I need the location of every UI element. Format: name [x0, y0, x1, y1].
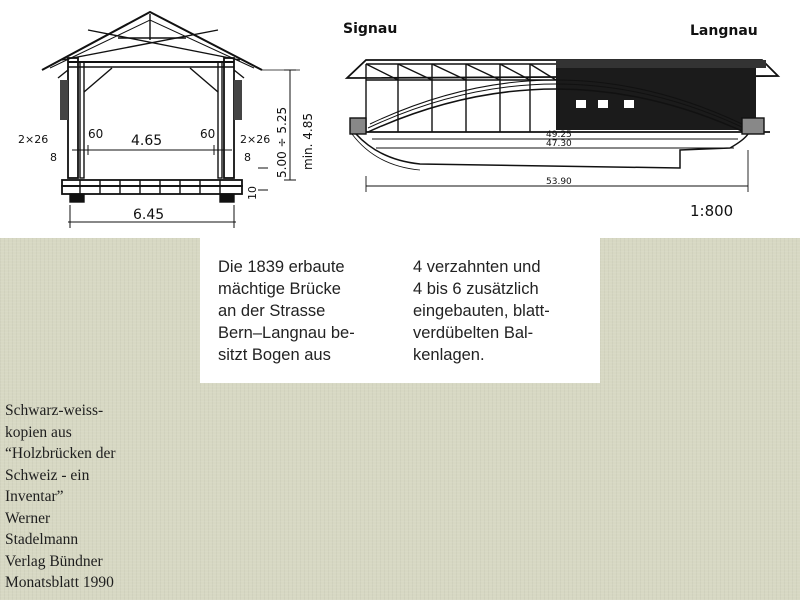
dim-right-8: 8: [244, 151, 251, 164]
source-line: Werner: [5, 509, 51, 527]
source-line: Schweiz - ein: [5, 466, 90, 484]
source-line: Verlag Bündner: [5, 552, 103, 570]
dim-right-beam: 2×26: [240, 133, 271, 146]
dim-height: 5.00 ÷ 5.25: [275, 106, 289, 178]
dim-outer-width: 6.45: [133, 207, 165, 223]
caption-line: verdübelten Bal-: [413, 324, 534, 342]
caption-line: an der Strasse: [218, 302, 326, 320]
dim-left-8: 8: [50, 151, 57, 164]
dim-deck: 10: [246, 186, 259, 200]
caption-line: kenlagen.: [413, 346, 485, 364]
caption-line: mächtige Brücke: [218, 280, 341, 298]
dim-span-total: 53.90: [546, 177, 572, 187]
caption-right-column: [413, 256, 550, 366]
caption-line: Bern–Langnau be-: [218, 324, 355, 342]
dim-left-60: 60: [88, 127, 104, 141]
technical-drawing: [0, 0, 800, 238]
dim-inner-width: 4.65: [131, 133, 163, 149]
source-line: kopien aus: [5, 423, 72, 441]
caption-line: 4 verzahnten und: [413, 258, 541, 276]
dim-left-beam: 2×26: [18, 133, 49, 146]
dim-min-height: min. 4.85: [301, 113, 315, 170]
caption-line: eingebauten, blatt-: [413, 302, 550, 320]
label-langnau: Langnau: [690, 23, 758, 39]
caption-line: Die 1839 erbaute: [218, 258, 345, 276]
caption-line: 4 bis 6 zusätzlich: [413, 280, 539, 298]
elevation-drawing: [347, 60, 778, 192]
source-line: Schwarz-weiss-: [5, 402, 104, 419]
caption-box: [200, 238, 600, 383]
dim-span-2: 47.30: [546, 139, 572, 149]
dim-right-60: 60: [200, 127, 216, 141]
source-note: [5, 400, 155, 594]
dim-span-1: 49.25: [546, 130, 572, 140]
source-line: Inventar”: [5, 488, 64, 505]
label-signau: Signau: [343, 21, 398, 37]
source-line: “Holzbrücken der: [5, 445, 116, 462]
caption-left-column: [218, 256, 355, 366]
scale-label: 1:800: [690, 202, 734, 220]
caption-line: sitzt Bogen aus: [218, 346, 331, 364]
cross-section-drawing: [42, 12, 300, 228]
source-line: Monatsblatt 1990: [5, 574, 114, 591]
source-line: Stadelmann: [5, 531, 79, 548]
